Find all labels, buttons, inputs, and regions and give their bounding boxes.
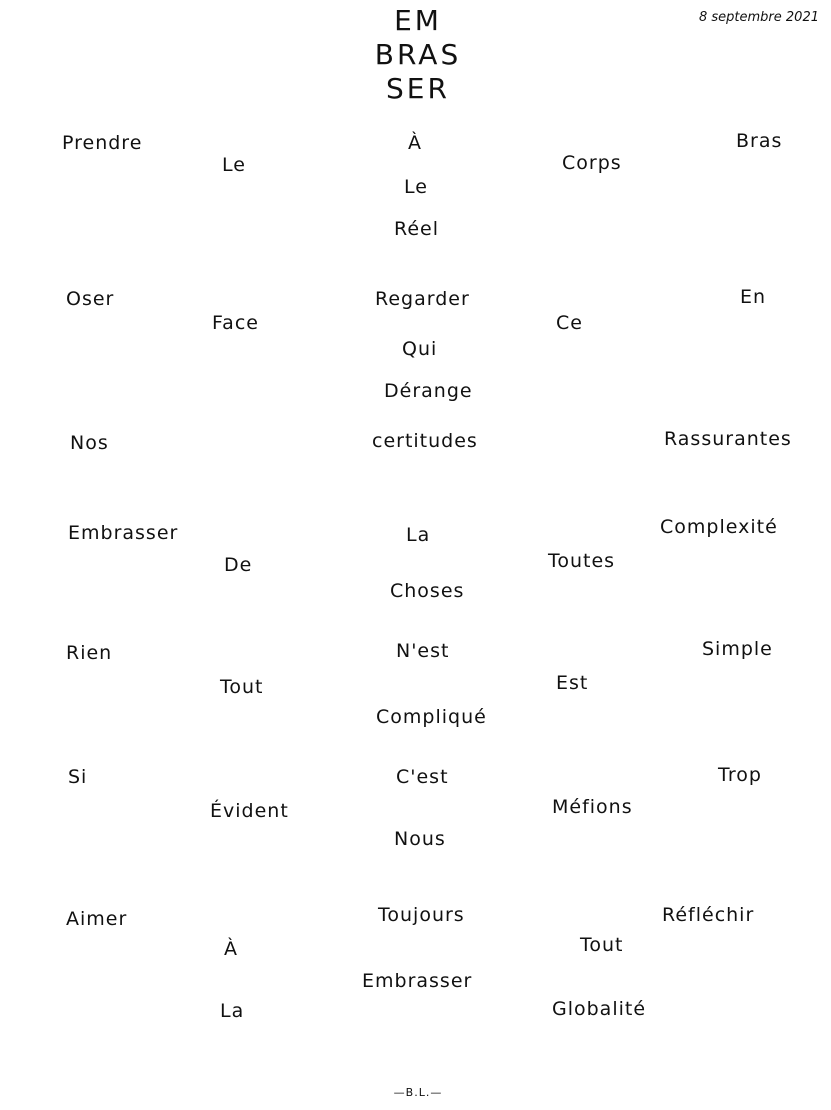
poem-word: Nos — [70, 432, 109, 454]
poem-word: Est — [556, 672, 589, 694]
poem-word: Embrasser — [362, 970, 473, 992]
poem-word: Toutes — [548, 550, 616, 572]
poem-word: Face — [212, 312, 259, 334]
date-text: 8 septembre 2021 — [699, 10, 819, 25]
poem-word: À — [408, 132, 422, 154]
poem-word: Dérange — [384, 380, 473, 402]
poem-word: De — [224, 554, 253, 576]
poem-word: Simple — [702, 638, 773, 660]
poem-word: Méfions — [552, 796, 633, 818]
title-line-1: EM — [394, 4, 442, 37]
poem-word: Rien — [66, 642, 113, 664]
poem-word: Corps — [562, 152, 622, 174]
signature: —B.L.— — [393, 1086, 443, 1099]
poem-word: Toujours — [378, 904, 465, 926]
poem-word: N'est — [396, 640, 450, 662]
poem-word: À — [224, 938, 238, 960]
poem-word: Globalité — [552, 998, 647, 1020]
poem-word: Complexité — [660, 516, 778, 538]
poem-word: Qui — [402, 338, 438, 360]
poem-word: Si — [68, 766, 88, 788]
poem-word: Tout — [580, 934, 624, 956]
poem-word: C'est — [396, 766, 449, 788]
poem-word: Réfléchir — [662, 904, 755, 926]
poem-word: Choses — [390, 580, 465, 602]
poem-word: Ce — [556, 312, 583, 334]
title-line-3: SER — [386, 72, 450, 105]
poem-word: Prendre — [62, 132, 143, 154]
poem-word: Bras — [736, 130, 783, 152]
poem-word: Évident — [210, 800, 289, 822]
poem-word: Trop — [718, 764, 762, 786]
poem-word: Réel — [394, 218, 440, 240]
title-line-2: BRAS — [374, 38, 462, 71]
poem-word: certitudes — [372, 430, 478, 452]
poem-word: Embrasser — [68, 522, 179, 544]
poem-word: Nous — [394, 828, 446, 850]
poem-word: Oser — [66, 288, 115, 310]
poem-word: Aimer — [66, 908, 128, 930]
poem-word: Regarder — [375, 288, 470, 310]
poem-word: En — [740, 286, 767, 308]
poem-word: La — [220, 1000, 245, 1022]
poem-word: Rassurantes — [664, 428, 792, 450]
poem-word: Tout — [220, 676, 264, 698]
poem-word: La — [406, 524, 431, 546]
poem-word: Le — [222, 154, 246, 176]
poem-word: Le — [404, 176, 428, 198]
poem-word: Compliqué — [376, 706, 487, 728]
